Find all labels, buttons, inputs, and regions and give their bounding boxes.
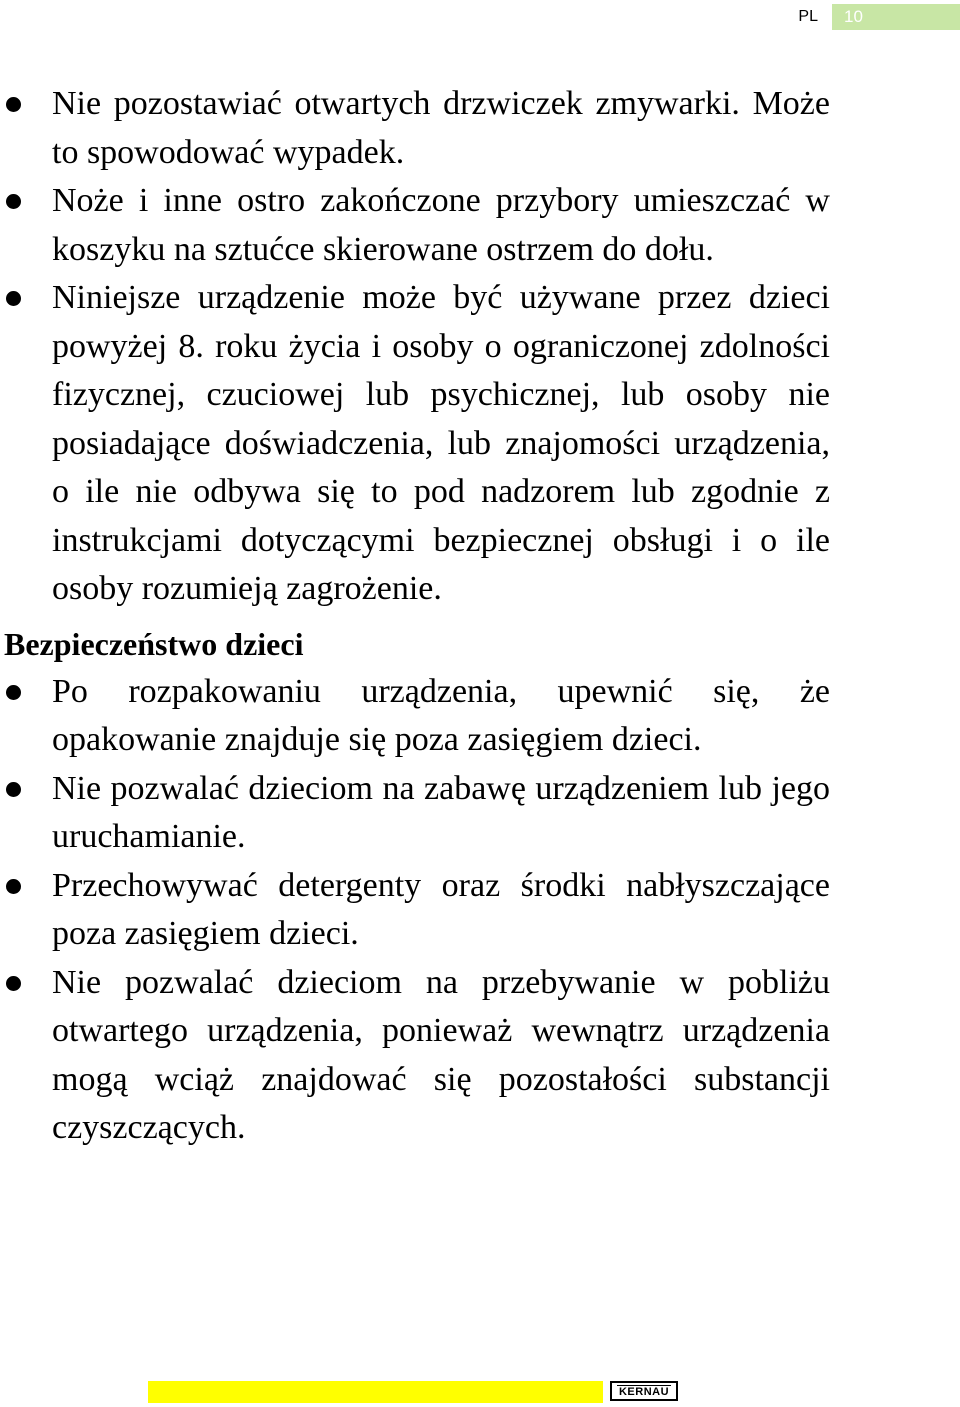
list-item — [0, 765, 830, 862]
list-item-text: Nie pozwalać dzieciom na przebywanie w pobliżu otwartego urządzenia, ponieważ wewnątrz urządzenia mogą wciąż znajdować się pozostałości substancji czyszczących. — [52, 963, 830, 1146]
list-item — [0, 862, 830, 959]
list-item-text: Nie pozostawiać otwartych drzwiczek zmywarki. Może to spowodować wypadek. — [52, 85, 830, 171]
bullet-icon — [6, 976, 21, 991]
list-item — [0, 80, 830, 177]
list-item — [0, 959, 830, 1153]
bullet-icon — [6, 685, 21, 700]
child-safety-list — [0, 668, 960, 1153]
footer-bar — [148, 1381, 603, 1403]
list-item-text: Nie pozwalać dzieciom na zabawę urządzeniem lub jego uruchamianie. — [52, 769, 830, 855]
brand-logo-text: KERNAU — [618, 1385, 670, 1398]
list-item — [0, 177, 830, 274]
brand-logo — [610, 1381, 678, 1401]
bullet-icon — [6, 879, 21, 894]
bullet-icon — [6, 194, 21, 209]
bullet-icon — [6, 97, 21, 112]
page-number-tab — [832, 4, 960, 30]
language-label: PL — [798, 8, 818, 25]
page-number: 10 — [844, 7, 863, 26]
page-content — [0, 80, 960, 1153]
list-item-text: Noże i inne ostro zakończone przybory umieszczać w koszyku na sztućce skierowane ostrzem do dołu. — [52, 182, 830, 268]
list-item — [0, 274, 830, 614]
list-item — [0, 668, 830, 765]
page-header — [798, 4, 960, 30]
bullet-icon — [6, 291, 21, 306]
list-item-text: Po rozpakowaniu urządzenia, upewnić się, że opakowanie znajduje się poza zasięgiem dzieci. — [52, 672, 830, 758]
list-item-text: Niniejsze urządzenie może być używane przez dzieci powyżej 8. roku życia i osoby o ograniczonej zdolności fizycznej, czuciowej lub psychicznej, lub osoby nie posiadające doświadczenia, lub znajomości urządzenia, o ile nie odbywa się to pod nadzorem lub zgodnie z instrukcjami dotyczącymi bezpiecznej obsługi i o ile osoby rozumieją zagrożenie. — [52, 279, 830, 607]
list-item-text: Przechowywać detergenty oraz środki nabłyszczające poza zasięgiem dzieci. — [52, 866, 830, 952]
section-heading: Bezpieczeństwo dzieci — [4, 625, 304, 662]
bullet-icon — [6, 782, 21, 797]
safety-list — [0, 80, 960, 614]
